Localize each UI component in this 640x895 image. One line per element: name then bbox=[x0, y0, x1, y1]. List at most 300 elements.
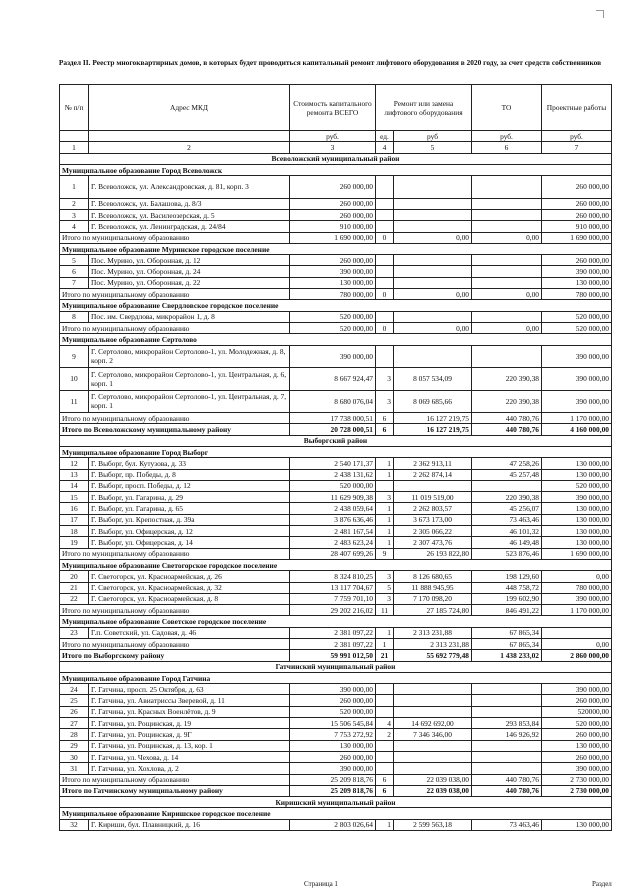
row-number: 7 bbox=[60, 277, 89, 288]
row-address: Пос. им. Свердлова, микрорайон 1, д. 8 bbox=[89, 311, 290, 322]
row-repair-cost: 11 888 945,95 bbox=[394, 582, 472, 593]
row-address: Г. Светогорск, ул. Красноармейская, д. 8 bbox=[89, 593, 290, 604]
row-project-cost: 520 000,00 bbox=[542, 311, 612, 322]
row-cost-total: 2 540 171,37 bbox=[290, 458, 376, 469]
row-unit-count: 1 bbox=[376, 627, 394, 638]
district-heading: Всеволожский муниципальный район bbox=[60, 153, 612, 164]
municipality-heading: Муниципальное образование Советское городское поселение bbox=[60, 616, 612, 627]
table-row bbox=[60, 492, 612, 503]
row-cost-total: 2 481 167,54 bbox=[290, 526, 376, 537]
district-total-label: Итого по Выборгскому району bbox=[60, 650, 290, 661]
row-repair-cost bbox=[394, 684, 472, 695]
row-cost-total: 7 753 272,92 bbox=[290, 729, 376, 740]
row-to-cost bbox=[472, 706, 542, 717]
row-project-cost: 260 000,00 bbox=[542, 729, 612, 740]
municipality-heading-row bbox=[60, 672, 612, 683]
page-title: Раздел II. Реестр многоквартирных домов, в которых будет проводиться капитальный ремонт лифтового оборудования в 2020 году, за счет средств собственников bbox=[58, 58, 602, 67]
row-project-cost: 130 000,00 bbox=[542, 740, 612, 751]
row-address: Г. Гатчина, ул. Красных Военлётов, д. 9 bbox=[89, 706, 290, 717]
row-repair-cost bbox=[394, 255, 472, 266]
row-number: 23 bbox=[60, 627, 89, 638]
district-total-row bbox=[60, 785, 612, 796]
total-project-cost: 1 170 000,00 bbox=[542, 605, 612, 616]
row-address: Г. Выборг, ул. Гагарина, д. 65 bbox=[89, 503, 290, 514]
table-row bbox=[60, 740, 612, 751]
col-number: 4 bbox=[376, 142, 394, 153]
row-to-cost bbox=[472, 221, 542, 232]
total-cost: 780 000,00 bbox=[290, 289, 376, 300]
total-repair-cost: 0,00 bbox=[394, 232, 472, 243]
row-address: Г. Гатчина, ул. Рощинская, д. 13, кор. 1 bbox=[89, 740, 290, 751]
district-heading-row bbox=[60, 797, 612, 808]
row-address: Г. Выборг, бул. Кутузова, д. 33 bbox=[89, 458, 290, 469]
unit-count: ед. bbox=[376, 131, 394, 142]
table-row bbox=[60, 537, 612, 548]
table-row bbox=[60, 593, 612, 604]
total-unit-count: 9 bbox=[376, 548, 394, 559]
row-repair-cost: 2 313 231,88 bbox=[394, 627, 472, 638]
header-cost: Стоимость капитального ремонта ВСЕГО bbox=[290, 85, 376, 131]
row-number: 6 bbox=[60, 266, 89, 277]
municipality-heading: Муниципальное образование Муринское городское поселение bbox=[60, 243, 612, 254]
row-unit-count: 3 bbox=[376, 390, 394, 413]
unit-repair: руб bbox=[394, 131, 472, 142]
row-cost-total: 260 000,00 bbox=[290, 695, 376, 706]
row-unit-count: 4 bbox=[376, 718, 394, 729]
header-address: Адрес МКД bbox=[89, 85, 290, 131]
subtotal-label: Итого по муниципальному образованию bbox=[60, 232, 290, 243]
row-address: Г. Выборг, ул. Офицерская, д. 14 bbox=[89, 537, 290, 548]
row-unit-count: 1 bbox=[376, 526, 394, 537]
row-cost-total: 2 803 026,64 bbox=[290, 819, 376, 830]
municipality-heading: Муниципальное образование Киришское городское поселение bbox=[60, 808, 612, 819]
total-unit-count: 0 bbox=[376, 232, 394, 243]
table-row bbox=[60, 368, 612, 391]
table-row bbox=[60, 266, 612, 277]
row-address: Пос. Мурино, ул. Оборонная, д. 12 bbox=[89, 255, 290, 266]
total-unit-count: 0 bbox=[376, 322, 394, 333]
total-to-cost: 846 491,22 bbox=[472, 605, 542, 616]
total-project-cost: 2 730 000,00 bbox=[542, 785, 612, 796]
row-number: 14 bbox=[60, 480, 89, 491]
municipality-heading: Муниципальное образование Свердловское городское поселение bbox=[60, 300, 612, 311]
table-row bbox=[60, 706, 612, 717]
row-unit-count: 1 bbox=[376, 514, 394, 525]
table-row bbox=[60, 345, 612, 368]
total-repair-cost: 2 313 231,88 bbox=[394, 638, 472, 649]
row-cost-total: 2 483 623,24 bbox=[290, 537, 376, 548]
row-project-cost: 390 000,00 bbox=[542, 368, 612, 391]
row-cost-total: 7 759 701,10 bbox=[290, 593, 376, 604]
subtotal-label: Итого по муниципальному образованию bbox=[60, 774, 290, 785]
total-cost: 28 407 699,26 bbox=[290, 548, 376, 559]
row-repair-cost: 2 305 066,22 bbox=[394, 526, 472, 537]
row-to-cost bbox=[472, 266, 542, 277]
unit-empty bbox=[89, 131, 290, 142]
row-cost-total: 8 680 076,04 bbox=[290, 390, 376, 413]
row-cost-total: 520 000,00 bbox=[290, 480, 376, 491]
row-unit-count: 2 bbox=[376, 729, 394, 740]
row-repair-cost: 8 069 685,66 bbox=[394, 390, 472, 413]
subtotal-label: Итого по муниципальному образованию bbox=[60, 605, 290, 616]
row-unit-count: 3 bbox=[376, 571, 394, 582]
total-project-cost: 4 160 000,00 bbox=[542, 424, 612, 435]
total-project-cost: 1 690 000,00 bbox=[542, 548, 612, 559]
row-project-cost: 390 000,00 bbox=[542, 345, 612, 368]
row-project-cost: 130 000,00 bbox=[542, 503, 612, 514]
row-unit-count: 1 bbox=[376, 819, 394, 830]
total-unit-count: 11 bbox=[376, 605, 394, 616]
row-repair-cost bbox=[394, 209, 472, 220]
total-cost: 20 728 000,51 bbox=[290, 424, 376, 435]
row-project-cost: 130 000,00 bbox=[542, 526, 612, 537]
col-number: 7 bbox=[542, 142, 612, 153]
row-number: 10 bbox=[60, 368, 89, 391]
municipality-heading: Муниципальное образование Город Выборг bbox=[60, 446, 612, 457]
row-to-cost: 47 258,26 bbox=[472, 458, 542, 469]
row-cost-total: 520 000,00 bbox=[290, 706, 376, 717]
row-project-cost: 130 000,00 bbox=[542, 537, 612, 548]
row-project-cost: 390 000,00 bbox=[542, 390, 612, 413]
row-to-cost bbox=[472, 176, 542, 199]
row-to-cost: 220 390,38 bbox=[472, 390, 542, 413]
municipality-heading: Муниципальное образование Город Всеволожск bbox=[60, 164, 612, 175]
scan-corner-mark bbox=[596, 10, 604, 18]
row-to-cost bbox=[472, 763, 542, 774]
row-repair-cost bbox=[394, 706, 472, 717]
row-address: Г. Выборг, ул. Офицерская, д. 12 bbox=[89, 526, 290, 537]
row-address: Пос. Мурино, ул. Оборонная, д. 24 bbox=[89, 266, 290, 277]
total-cost: 29 202 216,02 bbox=[290, 605, 376, 616]
total-project-cost: 520 000,00 bbox=[542, 322, 612, 333]
row-address: Г. Выборг, ул. Крепостная, д. 39а bbox=[89, 514, 290, 525]
row-project-cost: 390 000,00 bbox=[542, 763, 612, 774]
municipality-heading-row bbox=[60, 243, 612, 254]
table-row bbox=[60, 582, 612, 593]
total-repair-cost: 26 193 822,80 bbox=[394, 548, 472, 559]
row-to-cost bbox=[472, 684, 542, 695]
register-body bbox=[60, 153, 612, 830]
table-row bbox=[60, 198, 612, 209]
table-row bbox=[60, 751, 612, 762]
row-to-cost: 45 257,48 bbox=[472, 469, 542, 480]
subtotal-label: Итого по муниципальному образованию bbox=[60, 322, 290, 333]
total-unit-count: 21 bbox=[376, 650, 394, 661]
row-repair-cost: 7 170 098,20 bbox=[394, 593, 472, 604]
table-row bbox=[60, 718, 612, 729]
subtotal-label: Итого по муниципальному образованию bbox=[60, 548, 290, 559]
row-number: 26 bbox=[60, 706, 89, 717]
row-unit-count: 3 bbox=[376, 492, 394, 503]
municipality-heading: Муниципальное образование Сертолово bbox=[60, 334, 612, 345]
row-address: Г. Всеволожск, ул. Василеозерская, д. 5 bbox=[89, 209, 290, 220]
total-repair-cost: 0,00 bbox=[394, 322, 472, 333]
total-project-cost: 0,00 bbox=[542, 638, 612, 649]
municipality-heading-row bbox=[60, 616, 612, 627]
row-unit-count bbox=[376, 176, 394, 199]
row-repair-cost bbox=[394, 763, 472, 774]
row-to-cost bbox=[472, 198, 542, 209]
footer-section-label: Раздел bbox=[592, 880, 612, 888]
row-cost-total: 260 000,00 bbox=[290, 198, 376, 209]
row-number: 8 bbox=[60, 311, 89, 322]
col-number: 5 bbox=[394, 142, 472, 153]
row-cost-total: 2 381 097,22 bbox=[290, 627, 376, 638]
row-repair-cost: 8 057 534,09 bbox=[394, 368, 472, 391]
row-unit-count: 1 bbox=[376, 458, 394, 469]
total-cost: 1 690 000,00 bbox=[290, 232, 376, 243]
row-unit-count bbox=[376, 740, 394, 751]
district-total-row bbox=[60, 650, 612, 661]
total-project-cost: 1 690 000,00 bbox=[542, 232, 612, 243]
row-unit-count bbox=[376, 751, 394, 762]
row-to-cost: 46 101,32 bbox=[472, 526, 542, 537]
municipality-heading-row bbox=[60, 559, 612, 570]
row-to-cost: 73 463,46 bbox=[472, 514, 542, 525]
table-row bbox=[60, 458, 612, 469]
table-row bbox=[60, 819, 612, 830]
row-project-cost: 130 000,00 bbox=[542, 819, 612, 830]
col-number: 3 bbox=[290, 142, 376, 153]
subtotal-row bbox=[60, 548, 612, 559]
row-unit-count bbox=[376, 763, 394, 774]
row-number: 1 bbox=[60, 176, 89, 199]
row-cost-total: 3 876 636,46 bbox=[290, 514, 376, 525]
unit-project: руб. bbox=[542, 131, 612, 142]
row-number: 28 bbox=[60, 729, 89, 740]
table-row bbox=[60, 763, 612, 774]
row-number: 22 bbox=[60, 593, 89, 604]
row-repair-cost: 2 599 563,18 bbox=[394, 819, 472, 830]
subtotal-row bbox=[60, 413, 612, 424]
row-unit-count bbox=[376, 209, 394, 220]
header-num: № п/п bbox=[60, 85, 89, 131]
row-cost-total: 260 000,00 bbox=[290, 751, 376, 762]
total-to-cost: 523 876,46 bbox=[472, 548, 542, 559]
row-cost-total: 15 506 545,84 bbox=[290, 718, 376, 729]
total-cost: 59 991 012,50 bbox=[290, 650, 376, 661]
row-repair-cost: 14 692 692,00 bbox=[394, 718, 472, 729]
total-to-cost: 0,00 bbox=[472, 232, 542, 243]
table-row bbox=[60, 255, 612, 266]
municipality-heading: Муниципальное образование Светогорское городское поселение bbox=[60, 559, 612, 570]
row-to-cost bbox=[472, 695, 542, 706]
row-number: 25 bbox=[60, 695, 89, 706]
header-project: Проектные работы bbox=[542, 85, 612, 131]
row-unit-count bbox=[376, 684, 394, 695]
row-to-cost: 220 390,38 bbox=[472, 492, 542, 503]
row-unit-count bbox=[376, 266, 394, 277]
row-to-cost: 45 256,07 bbox=[472, 503, 542, 514]
subtotal-row bbox=[60, 289, 612, 300]
row-repair-cost bbox=[394, 345, 472, 368]
row-repair-cost bbox=[394, 277, 472, 288]
header-repair: Ремонт или замена лифтового оборудования bbox=[376, 85, 472, 131]
row-unit-count bbox=[376, 695, 394, 706]
table-row bbox=[60, 571, 612, 582]
subtotal-label: Итого по муниципальному образованию bbox=[60, 638, 290, 649]
row-cost-total: 260 000,00 bbox=[290, 176, 376, 199]
table-row bbox=[60, 221, 612, 232]
row-project-cost: 780 000,00 bbox=[542, 582, 612, 593]
district-heading-row bbox=[60, 153, 612, 164]
row-repair-cost: 7 346 346,00 bbox=[394, 729, 472, 740]
district-heading: Гатчинский муниципальный район bbox=[60, 661, 612, 672]
row-cost-total: 390 000,00 bbox=[290, 266, 376, 277]
row-cost-total: 8 324 810,25 bbox=[290, 571, 376, 582]
row-repair-cost bbox=[394, 695, 472, 706]
row-project-cost: 390 000,00 bbox=[542, 492, 612, 503]
row-unit-count bbox=[376, 345, 394, 368]
subtotal-row bbox=[60, 232, 612, 243]
row-to-cost bbox=[472, 255, 542, 266]
table-row bbox=[60, 684, 612, 695]
district-total-label: Итого по Всеволожскому муниципальному району bbox=[60, 424, 290, 435]
row-cost-total: 13 117 704,67 bbox=[290, 582, 376, 593]
row-cost-total: 390 000,00 bbox=[290, 763, 376, 774]
row-repair-cost bbox=[394, 480, 472, 491]
unit-cost: руб. bbox=[290, 131, 376, 142]
table-row bbox=[60, 503, 612, 514]
row-cost-total: 910 000,00 bbox=[290, 221, 376, 232]
row-number: 30 bbox=[60, 751, 89, 762]
row-to-cost: 67 865,34 bbox=[472, 627, 542, 638]
unit-empty bbox=[60, 131, 89, 142]
col-number: 2 bbox=[89, 142, 290, 153]
row-number: 20 bbox=[60, 571, 89, 582]
row-project-cost: 130 000,00 bbox=[542, 469, 612, 480]
district-heading-row bbox=[60, 435, 612, 446]
row-repair-cost bbox=[394, 176, 472, 199]
row-address: Г. Выборг, ул. Гагарина, д. 29 bbox=[89, 492, 290, 503]
row-cost-total: 260 000,00 bbox=[290, 209, 376, 220]
row-unit-count bbox=[376, 198, 394, 209]
row-project-cost: 260 000,00 bbox=[542, 751, 612, 762]
row-address: Г. Гатчина, ул. Чехова, д. 14 bbox=[89, 751, 290, 762]
total-to-cost: 440 780,76 bbox=[472, 413, 542, 424]
total-unit-count: 6 bbox=[376, 774, 394, 785]
page-number: Страница 1 bbox=[304, 880, 338, 888]
row-cost-total: 520 000,00 bbox=[290, 311, 376, 322]
subtotal-row bbox=[60, 322, 612, 333]
row-number: 4 bbox=[60, 221, 89, 232]
row-project-cost: 260 000,00 bbox=[542, 209, 612, 220]
row-unit-count: 3 bbox=[376, 593, 394, 604]
table-row bbox=[60, 526, 612, 537]
row-number: 15 bbox=[60, 492, 89, 503]
total-repair-cost: 22 039 038,00 bbox=[394, 785, 472, 796]
table-row bbox=[60, 695, 612, 706]
row-to-cost bbox=[472, 480, 542, 491]
municipality-heading-row bbox=[60, 164, 612, 175]
row-project-cost: 260 000,00 bbox=[542, 176, 612, 199]
row-unit-count bbox=[376, 221, 394, 232]
table-row bbox=[60, 627, 612, 638]
row-repair-cost: 3 673 173,00 bbox=[394, 514, 472, 525]
district-heading-row bbox=[60, 661, 612, 672]
total-repair-cost: 16 127 219,75 bbox=[394, 424, 472, 435]
row-number: 11 bbox=[60, 390, 89, 413]
total-project-cost: 2 730 000,00 bbox=[542, 774, 612, 785]
row-to-cost: 293 853,84 bbox=[472, 718, 542, 729]
municipality-heading-row bbox=[60, 808, 612, 819]
total-project-cost: 780 000,00 bbox=[542, 289, 612, 300]
row-repair-cost bbox=[394, 751, 472, 762]
row-cost-total: 390 000,00 bbox=[290, 345, 376, 368]
row-address: Г. Светогорск, ул. Красноармейская, д. 26 bbox=[89, 571, 290, 582]
row-unit-count bbox=[376, 480, 394, 491]
row-project-cost: 130 000,00 bbox=[542, 458, 612, 469]
col-number: 6 bbox=[472, 142, 542, 153]
row-project-cost: 910 000,00 bbox=[542, 221, 612, 232]
row-address: Г. Светогорск, ул. Красноармейская, д. 32 bbox=[89, 582, 290, 593]
row-repair-cost: 2 307 473,76 bbox=[394, 537, 472, 548]
total-cost: 2 381 097,22 bbox=[290, 638, 376, 649]
row-project-cost bbox=[542, 627, 612, 638]
total-cost: 25 209 818,76 bbox=[290, 774, 376, 785]
row-cost-total: 2 438 131,62 bbox=[290, 469, 376, 480]
row-unit-count bbox=[376, 255, 394, 266]
row-number: 16 bbox=[60, 503, 89, 514]
total-to-cost: 1 438 233,02 bbox=[472, 650, 542, 661]
total-to-cost: 440 780,76 bbox=[472, 774, 542, 785]
total-unit-count: 6 bbox=[376, 424, 394, 435]
row-number: 19 bbox=[60, 537, 89, 548]
table-row bbox=[60, 514, 612, 525]
row-project-cost: 260 000,00 bbox=[542, 695, 612, 706]
row-cost-total: 130 000,00 bbox=[290, 740, 376, 751]
table-row bbox=[60, 729, 612, 740]
total-repair-cost: 0,00 bbox=[394, 289, 472, 300]
row-repair-cost: 2 262 874,14 bbox=[394, 469, 472, 480]
total-unit-count: 6 bbox=[376, 785, 394, 796]
table-row bbox=[60, 209, 612, 220]
row-address: Г. Гатчина, просп. 25 Октября, д. 63 bbox=[89, 684, 290, 695]
row-address: Г. Кириши, бул. Плавницкий, д. 16 bbox=[89, 819, 290, 830]
district-heading: Киришский муниципальный район bbox=[60, 797, 612, 808]
total-to-cost: 0,00 bbox=[472, 322, 542, 333]
subtotal-label: Итого по муниципальному образованию bbox=[60, 289, 290, 300]
row-address: Г. Сертолово, микрорайон Сертолово-1, ул. Центральная, д. 7, корп. 1 bbox=[89, 390, 290, 413]
row-unit-count: 5 bbox=[376, 582, 394, 593]
row-address: Г. Гатчина, ул. Рощинская, д. 19 bbox=[89, 718, 290, 729]
municipality-heading-row bbox=[60, 334, 612, 345]
row-address: Г. Гатчина, ул. Хохлова, д. 2 bbox=[89, 763, 290, 774]
row-address: Г. Сертолово, микрорайон Сертолово-1, ул. Центральная, д. 6, корп. 1 bbox=[89, 368, 290, 391]
row-number: 12 bbox=[60, 458, 89, 469]
unit-to: руб. bbox=[472, 131, 542, 142]
row-unit-count: 1 bbox=[376, 537, 394, 548]
row-address: Г. Выборг, пр. Победы, д. 8 bbox=[89, 469, 290, 480]
row-to-cost: 199 602,90 bbox=[472, 593, 542, 604]
district-heading: Выборгский район bbox=[60, 435, 612, 446]
row-address: Г. Гатчина, ул. Авиатриссы Зверевой, д. 11 bbox=[89, 695, 290, 706]
row-number: 21 bbox=[60, 582, 89, 593]
table-row bbox=[60, 390, 612, 413]
row-to-cost bbox=[472, 209, 542, 220]
total-unit-count: 1 bbox=[376, 638, 394, 649]
row-project-cost: 130 000,00 bbox=[542, 514, 612, 525]
total-repair-cost: 16 127 219,75 bbox=[394, 413, 472, 424]
header-to: ТО bbox=[472, 85, 542, 131]
row-project-cost: 390 000,00 bbox=[542, 593, 612, 604]
table-row bbox=[60, 480, 612, 491]
row-project-cost: 390 000,00 bbox=[542, 684, 612, 695]
row-to-cost: 448 758,72 bbox=[472, 582, 542, 593]
row-number: 18 bbox=[60, 526, 89, 537]
row-address: Г. Всеволожск, ул. Александровская, д. 81, корп. 3 bbox=[89, 176, 290, 199]
row-number: 3 bbox=[60, 209, 89, 220]
